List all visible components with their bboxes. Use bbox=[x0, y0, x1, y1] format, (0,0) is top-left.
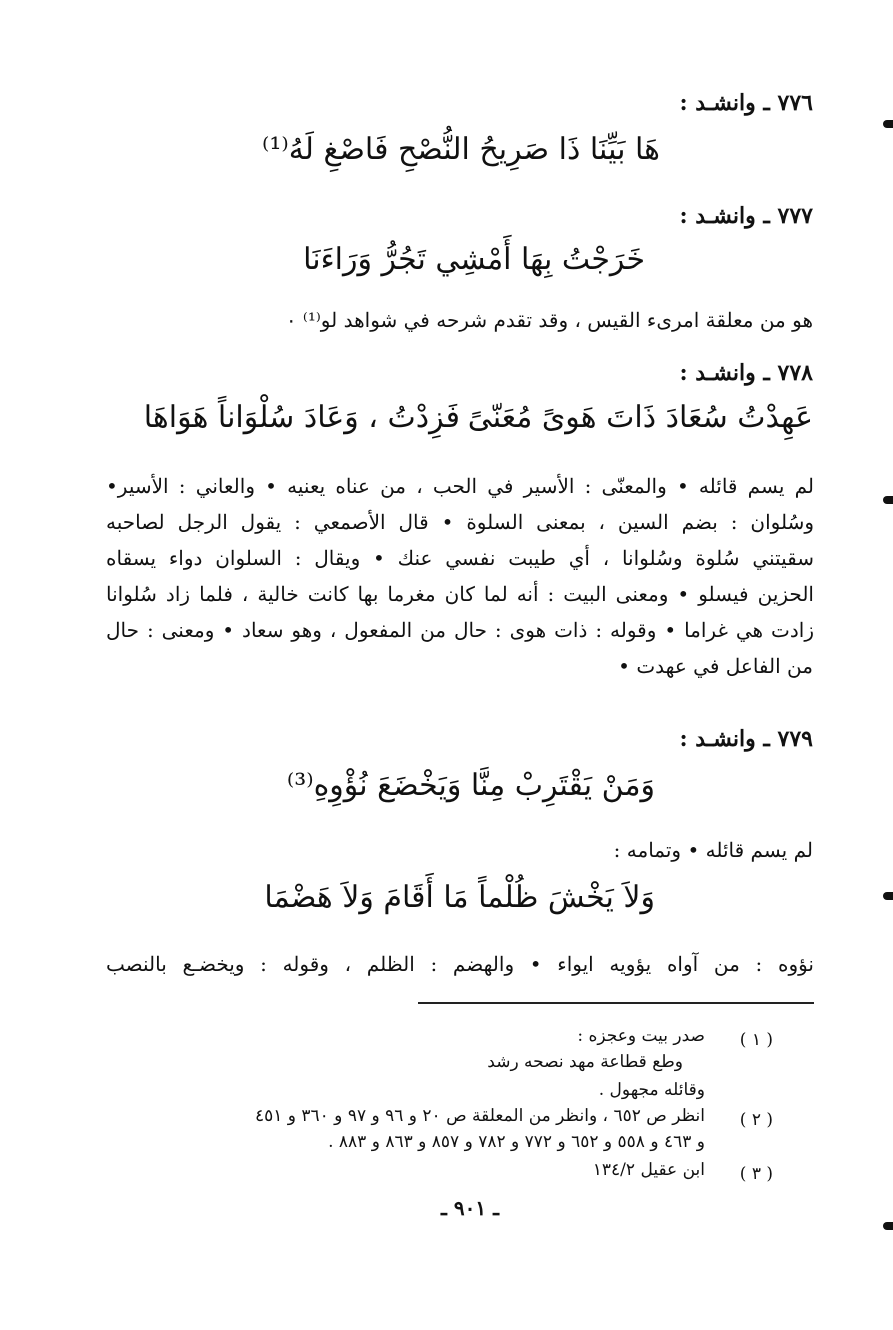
footnote-divider bbox=[418, 1002, 814, 1004]
verse-779: وَمَنْ يَقْتَرِبْ مِنَّا وَيَخْضَعَ نُؤْوِهِ⁽³⁾ bbox=[286, 768, 655, 803]
commentary-line: من الفاعل في عهدت • bbox=[618, 654, 813, 678]
commentary-line: سقيتني سُلوة وسُلوانا ، أي طيبت نفسي عنك • ويقال : السلوان دواء يسقاه bbox=[106, 546, 814, 570]
footnote-2-line: انظر ص ٦٥٢ ، وانظر من المعلقة ص ٢٠ و ٩٦ و ٩٧ و ٣٦٠ و ٤٥١ bbox=[254, 1106, 705, 1126]
footnote-1-line: وقائله مجهول . bbox=[598, 1080, 705, 1100]
entry-heading-776: ٧٧٦ ـ وانشـد : bbox=[679, 90, 813, 116]
footnote-number-3: ( ٣ ) bbox=[739, 1164, 773, 1184]
entry-heading-779: ٧٧٩ ـ وانشـد : bbox=[679, 726, 813, 752]
verse-779-completion: وَلاَ يَخْشَ ظُلْماً مَا أَقَامَ وَلاَ هَضْمَا bbox=[264, 880, 655, 915]
page-number: ـ ٩٠١ ـ bbox=[441, 1196, 499, 1220]
footnote-number-2: ( ٢ ) bbox=[739, 1110, 773, 1130]
footnote-1-line: صدر بيت وعجزه : bbox=[577, 1026, 705, 1046]
footnote-1-line: وطع قطاعة مهد نصحه رشد bbox=[487, 1052, 683, 1072]
commentary-line: زادت هي غراما • وقوله : ذات هوى : حال من المفعول ، وهو سعاد • ومعنى : حال bbox=[106, 618, 814, 642]
entry-heading-778: ٧٧٨ ـ وانشـد : bbox=[679, 360, 813, 386]
scan-edge-mark bbox=[883, 892, 893, 900]
commentary-777: هو من معلقة امرىء القيس ، وقد تقدم شرحه في شواهد لو⁽¹⁾ ٠ bbox=[285, 308, 813, 332]
scan-edge-mark bbox=[883, 496, 893, 504]
scan-edge-mark bbox=[883, 1222, 893, 1230]
verse-777: خَرَجْتُ بِهَا أَمْشِي تَجُرُّ وَرَاءَنَا bbox=[303, 242, 645, 277]
commentary-779: نؤوه : من آواه يؤويه ايواء • والهضم : الظلم ، وقوله : ويخضـع بالنصب bbox=[106, 952, 814, 976]
footnote-number-1: ( ١ ) bbox=[739, 1030, 773, 1050]
verse-778-second-hemistich: فَزِدْتُ ، وَعَادَ سُلْوَاناً هَوَاهَا bbox=[143, 400, 460, 435]
commentary-line: لم يسم قائله • والمعنّى : الأسير في الحب ، من عناه يعنيه • والعاني : الأسير• bbox=[106, 474, 814, 498]
entry-heading-777: ٧٧٧ ـ وانشـد : bbox=[679, 203, 813, 229]
footnote-3-line: ابن عقيل ١٣٤/٢ bbox=[592, 1160, 705, 1180]
footnote-2-line: و ٤٦٣ و ٥٥٨ و ٦٥٢ و ٧٧٢ و ٧٨٢ و ٨٥٧ و ٨٦٣ و ٨٨٣ . bbox=[328, 1132, 705, 1152]
commentary-line: الحزين فيسلو • ومعنى البيت : أنه لما كان مغرما بها كانت خالية ، فلما زاد سُلوانا bbox=[106, 582, 814, 606]
intro-779: لم يسم قائله • وتمامه : bbox=[613, 838, 813, 862]
scan-edge-mark bbox=[883, 120, 893, 128]
verse-778-first-hemistich: عَهِدْتُ سُعَادَ ذَاتَ هَوىً مُعَنّىً bbox=[467, 400, 813, 435]
commentary-line: وسُلوان : بضم السين ، بمعنى السلوة • قال الأصمعي : يقول الرجل لصاحبه bbox=[106, 510, 814, 534]
verse-776: هَا بَيِّنَا ذَا صَرِيحُ النُّصْحِ فَاصْغِ لَهُ⁽¹⁾ bbox=[261, 132, 660, 167]
